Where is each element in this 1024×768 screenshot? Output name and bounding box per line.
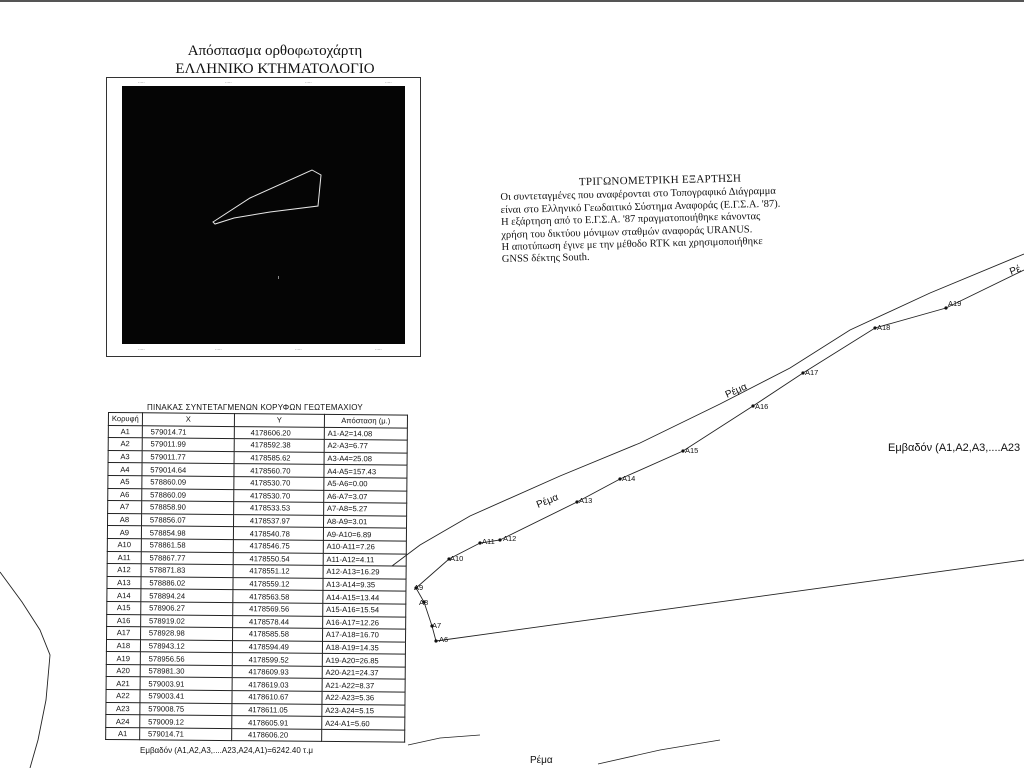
y-coordinate-cell: 4178569.56 bbox=[233, 603, 323, 616]
vertex-cell: A18 bbox=[106, 639, 140, 652]
y-coordinate-cell: 4178550.54 bbox=[233, 552, 323, 565]
header-y: Y bbox=[234, 414, 324, 427]
vertex-cell: A17 bbox=[107, 627, 141, 640]
y-coordinate-cell: 4178599.52 bbox=[232, 653, 322, 666]
vertex-cell: A2 bbox=[108, 438, 142, 451]
trig-line: χρήση του δικτύου μόνιμων σταθμών αναφοράς URANUS. bbox=[501, 223, 753, 241]
y-coordinate-cell: 4178530.70 bbox=[234, 477, 324, 490]
vertex-cell: A5 bbox=[108, 475, 142, 488]
trig-line: Οι συντεταγμένες που αναφέρονται στο Τοπογραφικό Διάγραμμα bbox=[500, 186, 777, 204]
stream-lower-line bbox=[598, 740, 720, 764]
x-coordinate-cell: 578860.09 bbox=[142, 476, 234, 489]
distance-cell: A20-A21=24.37 bbox=[322, 666, 405, 679]
vertex-cell: A11 bbox=[107, 551, 141, 564]
trig-line: Η αποτύπωση έγινε με την μέθοδο RTK και χρησιμοποιήθηκε bbox=[501, 236, 763, 254]
frame-tick-mark: ····· bbox=[138, 347, 145, 352]
vertex-cell: A1 bbox=[108, 425, 142, 438]
vertex-label-a17: A17 bbox=[805, 368, 819, 377]
vertex-label-a15: A15 bbox=[685, 446, 699, 455]
distance-cell: A23-A24=5.15 bbox=[322, 704, 405, 717]
y-coordinate-cell: 4178537.97 bbox=[233, 514, 323, 527]
header-x: X bbox=[142, 413, 234, 426]
vertex-cell: A3 bbox=[108, 450, 142, 463]
trig-title: ΤΡΙΓΩΝΟΜΕΤΡΙΚΗ ΕΞΑΡΤΗΣΗ bbox=[578, 172, 742, 189]
x-coordinate-cell: 578906.27 bbox=[141, 602, 233, 615]
x-coordinate-cell: 578928.98 bbox=[140, 627, 232, 640]
coords-table-title: ΠΙΝΑΚΑΣ ΣΥΝΤΕΤΑΓΜΕΝΩΝ ΚΟΡΥΦΩΝ ΓΕΩΤΕΜΑΧΙΟΥ bbox=[147, 403, 363, 412]
distance-cell: A21-A22=8.37 bbox=[322, 679, 405, 692]
distance-cell: A6-A7=3.07 bbox=[324, 490, 407, 503]
distance-cell: A2-A3=6.77 bbox=[324, 440, 407, 453]
y-coordinate-cell: 4178578.44 bbox=[232, 615, 322, 628]
frame-tick-mark: ····· bbox=[225, 80, 232, 85]
distance-cell: A11-A12=4.11 bbox=[323, 553, 406, 566]
vertex-cell: A4 bbox=[108, 463, 142, 476]
stream-label: Ρέμα bbox=[535, 492, 561, 511]
distance-cell: A19-A20=26.85 bbox=[322, 654, 405, 667]
distance-cell: A1-A2=14.08 bbox=[324, 427, 407, 440]
x-coordinate-cell: 579014.64 bbox=[142, 463, 234, 476]
y-coordinate-cell: 4178540.78 bbox=[233, 527, 323, 540]
vertex-label-a13: A13 bbox=[579, 496, 593, 505]
frame-tick-mark: ····· bbox=[215, 347, 222, 352]
vertex-cell: A19 bbox=[106, 652, 140, 665]
vertex-label-a6: A6 bbox=[439, 635, 449, 644]
distance-cell: A7-A8=5.27 bbox=[323, 503, 406, 516]
x-coordinate-cell: 578943.12 bbox=[140, 639, 232, 652]
frame-tick-mark: ····· bbox=[385, 80, 392, 85]
vertex-cell: A9 bbox=[107, 526, 141, 539]
x-coordinate-cell: 579003.91 bbox=[140, 677, 232, 690]
x-coordinate-cell: 579011.99 bbox=[142, 438, 234, 451]
distance-cell: A9-A10=6.89 bbox=[323, 528, 406, 541]
y-coordinate-cell: 4178530.70 bbox=[234, 489, 324, 502]
header-vertex: Κορυφή bbox=[108, 413, 142, 426]
vertex-label-a10: A10 bbox=[450, 554, 464, 563]
x-coordinate-cell: 578861.58 bbox=[141, 539, 233, 552]
stream-label: Ρέμα bbox=[723, 381, 749, 401]
vertex-cell: A12 bbox=[107, 564, 141, 577]
vertex-label-a19: A19 bbox=[948, 299, 962, 308]
vertex-cell: A20 bbox=[106, 664, 140, 677]
frame-tick-mark: ····· bbox=[305, 80, 312, 85]
vertex-cell: A16 bbox=[107, 614, 141, 627]
x-coordinate-cell: 579009.12 bbox=[140, 715, 232, 728]
distance-cell: A16-A17=12.26 bbox=[322, 616, 405, 629]
parcel-boundary-line bbox=[416, 270, 1024, 641]
y-coordinate-cell: 4178594.49 bbox=[232, 640, 322, 653]
vertex-label-a16: A16 bbox=[755, 402, 769, 411]
table-area-text: Εμβαδόν (Α1,Α2,Α3,....Α23,Α24,Α1)=6242.40 τ.μ bbox=[140, 746, 314, 755]
x-coordinate-cell: 578856.07 bbox=[141, 514, 233, 527]
distance-cell: A18-A19=14.35 bbox=[322, 641, 405, 654]
distance-cell: A4-A5=157.43 bbox=[324, 465, 407, 478]
vertex-label-a12: A12 bbox=[503, 534, 517, 543]
trig-line: GNSS δέκτης South. bbox=[501, 252, 590, 266]
frame-tick-mark: ····· bbox=[375, 347, 382, 352]
vertex-cell: A22 bbox=[106, 690, 140, 703]
frame-tick-mark: ····· bbox=[138, 80, 145, 85]
vertex-point bbox=[498, 538, 501, 541]
y-coordinate-cell: 4178585.58 bbox=[232, 628, 322, 641]
x-coordinate-cell: 578858.90 bbox=[141, 501, 233, 514]
distance-cell: A3-A4=25.08 bbox=[324, 452, 407, 465]
x-coordinate-cell: 578956.56 bbox=[140, 652, 232, 665]
parcel-south-boundary bbox=[436, 560, 1024, 641]
x-coordinate-cell: 578867.77 bbox=[141, 551, 233, 564]
y-coordinate-cell: 4178609.93 bbox=[232, 665, 322, 678]
x-coordinate-cell: 578871.83 bbox=[141, 564, 233, 577]
x-coordinate-cell: 578854.98 bbox=[141, 526, 233, 539]
vertex-cell: A8 bbox=[108, 513, 142, 526]
distance-cell: A22-A23=5.36 bbox=[322, 691, 405, 704]
vertex-cell: A23 bbox=[106, 702, 140, 715]
distance-cell: A15-A16=15.54 bbox=[323, 603, 406, 616]
y-coordinate-cell: 4178606.20 bbox=[234, 426, 324, 439]
vertex-cell: A10 bbox=[107, 538, 141, 551]
x-coordinate-cell: 579014.71 bbox=[142, 425, 234, 438]
stream-label-cut: Ρέ bbox=[1008, 263, 1023, 278]
y-coordinate-cell: 4178606.20 bbox=[231, 728, 321, 741]
vertex-label-a7: A7 bbox=[432, 621, 442, 630]
distance-cell: A13-A14=9.35 bbox=[323, 578, 406, 591]
trig-line: Η εξάρτηση από το Ε.Γ.Σ.Α. '87 πραγματοποιήθηκε κάνοντας bbox=[500, 211, 761, 229]
orthophoto-title-line1: Απόσπασμα ορθοφωτοχάρτη bbox=[187, 43, 363, 59]
distance-cell: A8-A9=3.01 bbox=[323, 515, 406, 528]
x-coordinate-cell: 579008.75 bbox=[140, 702, 232, 715]
y-coordinate-cell: 4178563.58 bbox=[233, 590, 323, 603]
x-coordinate-cell: 579003.41 bbox=[140, 690, 232, 703]
x-coordinate-cell: 578981.30 bbox=[140, 665, 232, 678]
y-coordinate-cell: 4178559.12 bbox=[233, 577, 323, 590]
y-coordinate-cell: 4178611.05 bbox=[232, 703, 322, 716]
vertex-cell: A24 bbox=[106, 715, 140, 728]
distance-cell: A17-A18=16.70 bbox=[322, 628, 405, 641]
vertex-labels bbox=[414, 299, 961, 644]
y-coordinate-cell: 4178610.67 bbox=[232, 691, 322, 704]
y-coordinate-cell: 4178585.62 bbox=[234, 451, 324, 464]
x-coordinate-cell: 578919.02 bbox=[140, 614, 232, 627]
y-coordinate-cell: 4178592.38 bbox=[234, 439, 324, 452]
distance-cell: A12-A13=16.29 bbox=[323, 566, 406, 579]
y-coordinate-cell: 4178560.70 bbox=[234, 464, 324, 477]
x-coordinate-cell: 578886.02 bbox=[141, 577, 233, 590]
y-coordinate-cell: 4178546.75 bbox=[233, 540, 323, 553]
distance-cell: A10-A11=7.26 bbox=[323, 540, 406, 553]
vertex-points bbox=[414, 306, 947, 642]
vertex-cell: A15 bbox=[107, 601, 141, 614]
vertex-label-a14: A14 bbox=[622, 474, 636, 483]
vertex-cell: A14 bbox=[107, 589, 141, 602]
plan-area-label: Εμβαδόν (Α1,Α2,Α3,....Α23 bbox=[888, 442, 1021, 454]
frame-tick-mark: ····· bbox=[295, 347, 302, 352]
x-coordinate-cell: 578894.24 bbox=[141, 589, 233, 602]
y-coordinate-cell: 4178605.91 bbox=[232, 716, 322, 729]
distance-cell: A14-A15=13.44 bbox=[323, 591, 406, 604]
vertex-label-a18: A18 bbox=[877, 323, 891, 332]
trig-line: είναι στο Ελληνικό Γεωδαιτικό Σύστημα Αναφοράς (Ε.Γ.Σ.Α. '87). bbox=[500, 198, 781, 216]
distance-cell: A24-A1=5.60 bbox=[322, 717, 405, 730]
vertex-label-a8: A8 bbox=[419, 598, 429, 607]
x-coordinate-cell: 579011.77 bbox=[142, 451, 234, 464]
stream-lower-line bbox=[408, 735, 480, 745]
x-coordinate-cell: 579014.71 bbox=[139, 728, 231, 741]
orthophoto-title-line2: ΕΛΛΗΝΙΚΟ ΚΤΗΜΑΤΟΛΟΓΙΟ bbox=[175, 61, 375, 77]
vertex-point bbox=[434, 639, 437, 642]
stream-label: Ρέμα bbox=[530, 755, 553, 766]
vertex-cell: A13 bbox=[107, 576, 141, 589]
distance-cell: A5-A6=0.00 bbox=[324, 477, 407, 490]
y-coordinate-cell: 4178533.53 bbox=[233, 502, 323, 515]
vertex-cell: A6 bbox=[108, 488, 142, 501]
vertex-cell: A7 bbox=[108, 501, 142, 514]
vertex-cell: A21 bbox=[106, 677, 140, 690]
vertex-cell: A1 bbox=[106, 727, 140, 740]
left-boundary-line bbox=[0, 572, 50, 768]
stream-upper-boundary bbox=[392, 254, 1024, 566]
y-coordinate-cell: 4178551.12 bbox=[233, 565, 323, 578]
header-distance: Απόσταση (μ.) bbox=[324, 414, 407, 427]
vertex-label-a9: A9 bbox=[414, 583, 424, 592]
x-coordinate-cell: 578860.09 bbox=[142, 488, 234, 501]
vertex-label-a11: A11 bbox=[482, 537, 495, 546]
y-coordinate-cell: 4178619.03 bbox=[232, 678, 322, 691]
